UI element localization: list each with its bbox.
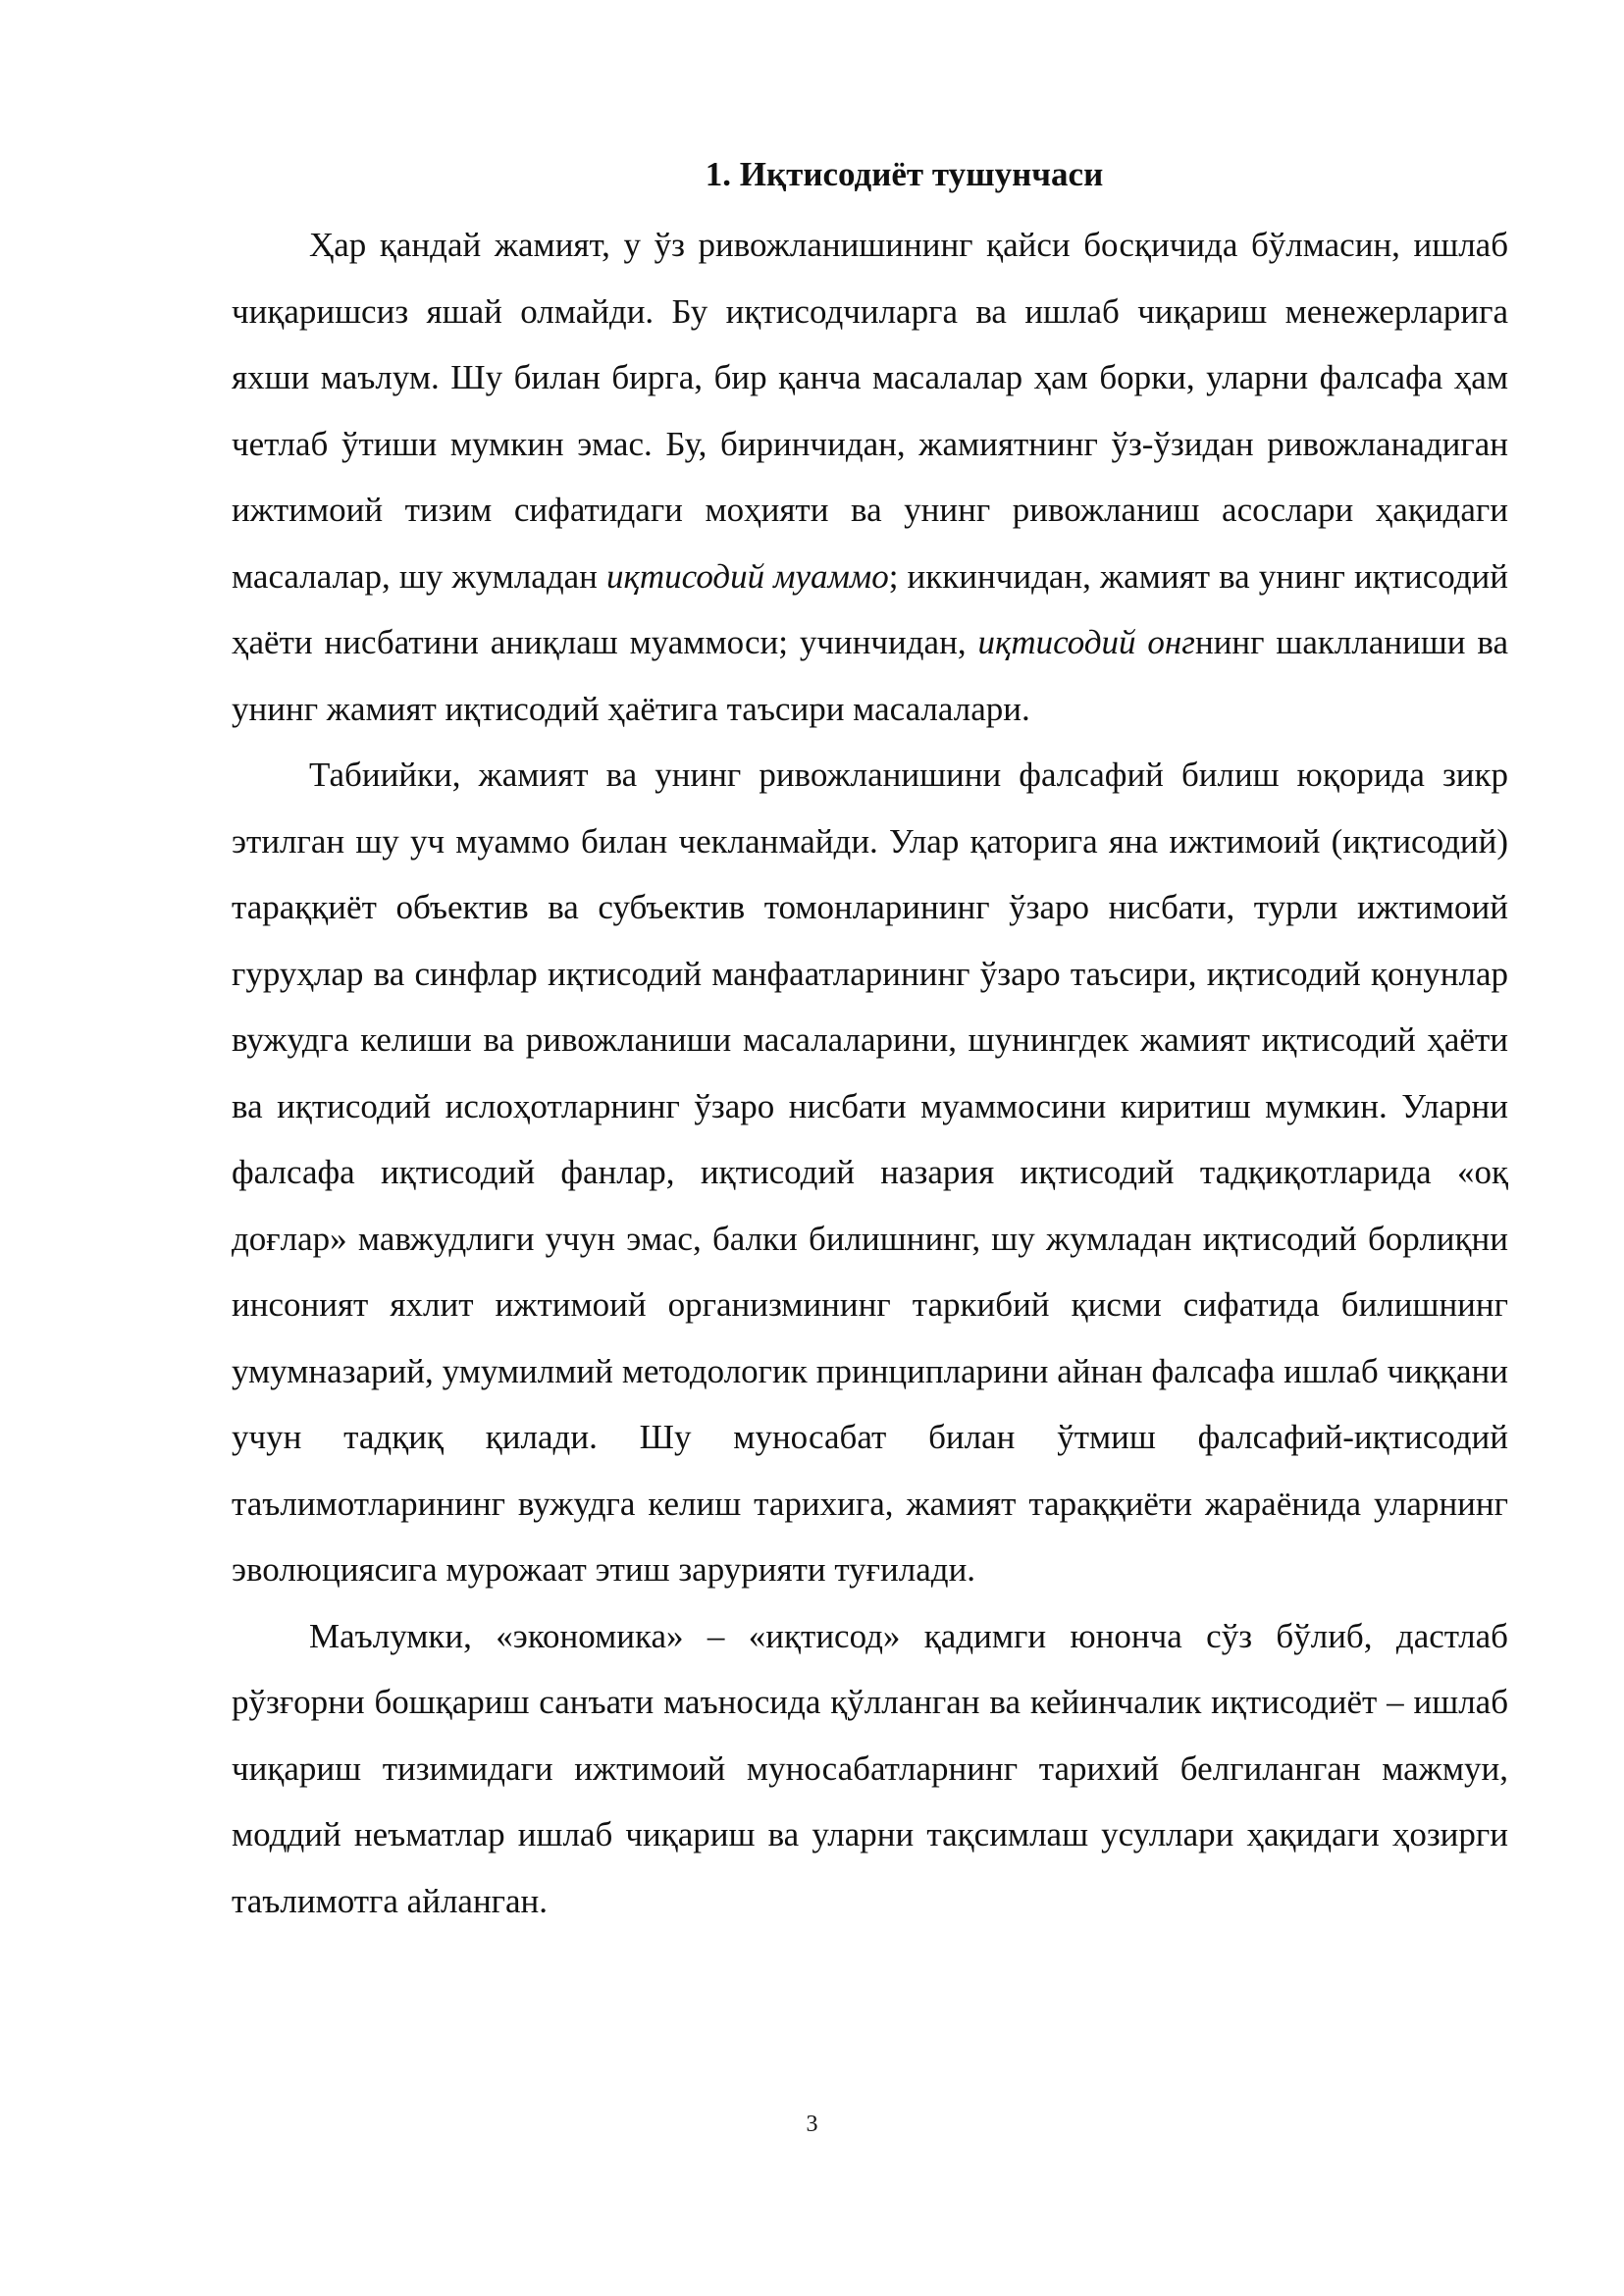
paragraph-1-italic-term-2: иқтисодий онг: [977, 623, 1195, 661]
paragraph-2: Табиийки, жамият ва унинг ривожланишини фалсафий билиш юқорида зикр этилган шу уч муаммо билан чекланмайди. Улар қаторига яна ижтимоий (иқтисодий) тараққиёт объектив ва субъектив томонларининг ўзаро нисбати, турли ижтимоий гуруҳлар ва синфлар иқтисодий манфаатларининг ўзаро таъсири, иқтисодий қонунлар вужудга келиши ва ривожланиши масалаларини, шунингдек жамият иқтисодий ҳаёти ва иқтисодий ислоҳотларнинг ўзаро нисбати муаммосини киритиш мумкин. Уларни фалсафа иқтисодий фанлар, иқтисодий назария иқтисодий тадқиқотларида «оқ доғлар» мавжудлиги учун эмас, балки билишнинг, шу жумладан иқтисодий борлиқни инсоният яхлит ижтимоий организмининг таркибий қисми сифатида билишнинг умумназарий, умумилмий методологик принципларини айнан фалсафа ишлаб чиққани учун тадқиқ қилади. Шу муносабат билан ўтмиш фалсафий-иқтисодий таълимотларининг вужудга келиш тарихига, жамият тараққиёти жараёнида уларнинг эволюциясига мурожаат этиш зарурияти туғилади.: [232, 756, 1508, 1589]
paragraph-1-text-e: нинг шаклланиши ва унинг жамият иқтисодий ҳаётига таъсири масалалари.: [232, 623, 1509, 728]
paragraph-1-text-a: Ҳар қандай жамият, у ўз ривожланишининг қайси босқичида бўлмасин, ишлаб чиқаришсиз яшай олмайди. Бу иқтисодчиларга ва ишлаб чиқариш менежерларига яхши маълум. Шу билан бирга, бир қанча масалалар ҳам борки, уларни фалсафа ҳам четлаб ўтиши мумкин эмас. Бу, биринчидан, жамиятнинг ўз-ўзидан ривожланадиган ижтимоий тизим сифатидаги моҳияти ва унинг ривожланиш асослари ҳақидаги масалалар, шу жумладан: [232, 226, 1508, 596]
paragraph-1-text-c: ; иккинчидан, жамият ва унинг иқтисодий ҳаёти нисбатини аниқлаш муаммоси; учинчидан,: [232, 556, 1508, 661]
page-number: 3: [806, 2112, 818, 2137]
paragraph-3: Маълумки, «экономика» – «иқтисод» қадимги юнонча сўз бўлиб, дастлаб рўзғорни бошқариш санъати маъносида қўлланган ва кейинчалик иқтисодиёт – ишлаб чиқариш тизимидаги ижтимоий муносабатларнинг тарихий белгиланган мажмуи, моддий неъматлар ишлаб чиқариш ва уларни тақсимлаш усуллари ҳақидаги ҳозирги таълимотга айланган.: [232, 1616, 1508, 1920]
section-title: 1. Иқтисодиёт тушунчаси: [705, 155, 1104, 193]
paragraph-1-italic-term-1: иқтисодий муаммо: [606, 556, 889, 596]
page-content: [232, 147, 1508, 1934]
paragraph-1: [232, 212, 1508, 742]
